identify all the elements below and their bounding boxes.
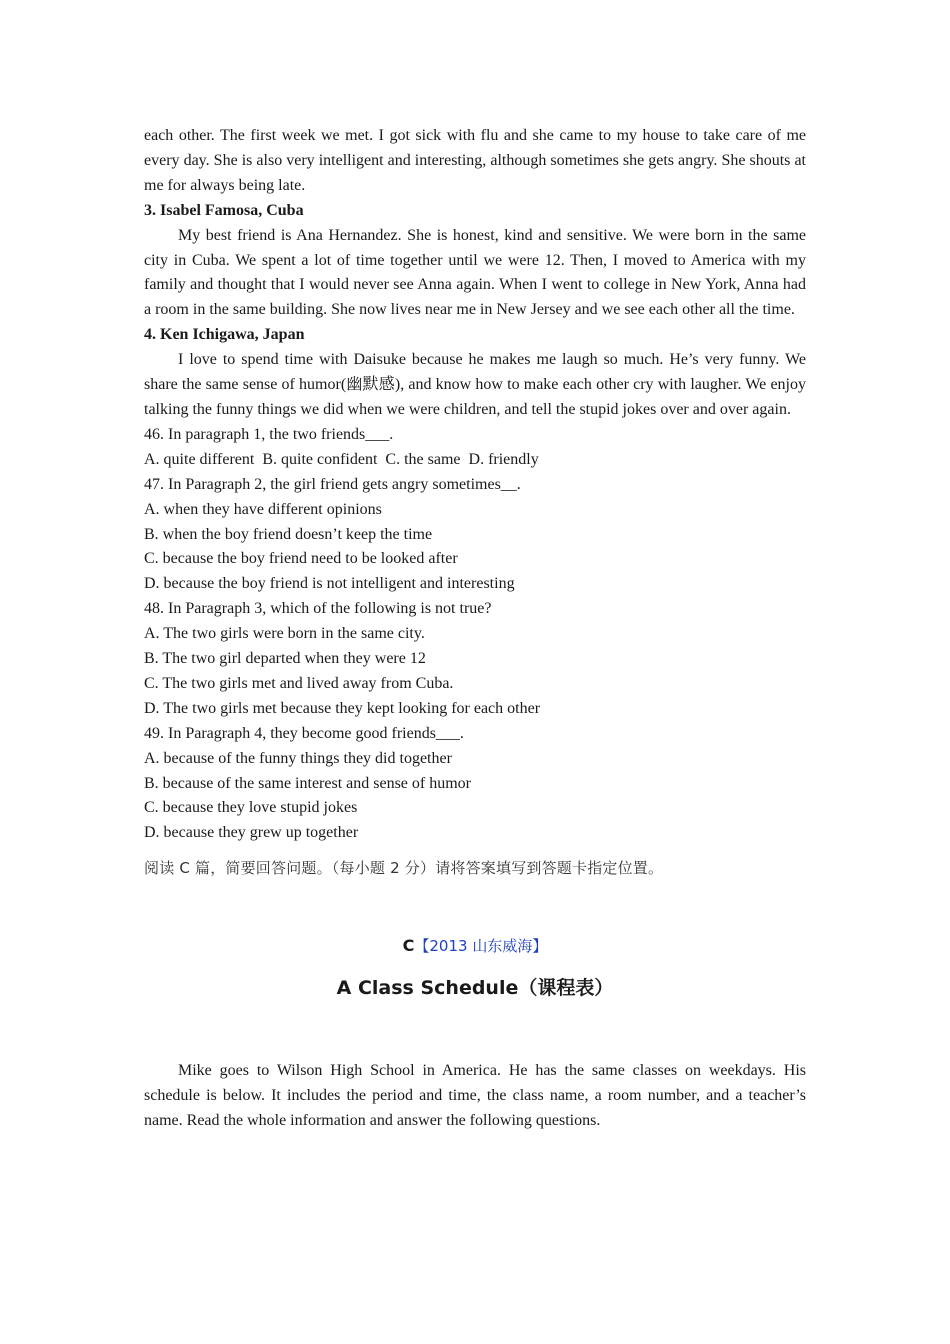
section-c-instruction: 阅读 C 篇，简要回答问题。（每小题 2 分）请将答案填写到答题卡指定位置。 xyxy=(144,859,664,878)
option-c: C. because they love stupid jokes xyxy=(144,799,358,817)
section-source: 【2013 山东威海】 xyxy=(414,937,548,956)
friend4-heading: 4. Ken Ichigawa, Japan xyxy=(144,326,305,344)
option-d: D. because the boy friend is not intelligent and interesting xyxy=(144,575,515,593)
section-c-tag xyxy=(144,935,806,957)
option-d: D. because they grew up together xyxy=(144,824,359,842)
option-b: B. The two girl departed when they were 12 xyxy=(144,650,426,668)
friend3-paragraph: My best friend is Ana Hernandez. She is honest, kind and sensitive. We were born in the same city in Cuba. We spent a lot of time together until we were 12. Then, I moved to America with my family and thought that I would never see Anna again. When I went to college in New York, Anna had a room in the same building. She now lives near me in New Jersey and we see each other all the time. xyxy=(144,226,806,319)
question-options: A. quite different B. quite confident C. the same D. friendly xyxy=(144,450,539,468)
option-b: B. when the boy friend doesn’t keep the time xyxy=(144,525,433,543)
option-a: A. when they have different opinions xyxy=(144,500,382,518)
question-48 xyxy=(144,597,806,722)
question-49 xyxy=(144,722,806,847)
section-letter: C xyxy=(402,936,415,956)
passage-b-continuation: each other. The first week we met. I got sick with flu and she came to my house to take care of me every day. She is also very intelligent and interesting, although sometimes she gets angry. She shouts at me for always being late. xyxy=(144,127,806,194)
question-stem: 46. In paragraph 1, the two friends___. xyxy=(144,425,394,443)
option-c: C. because the boy friend need to be looked after xyxy=(144,550,458,568)
question-46 xyxy=(144,423,806,473)
question-47 xyxy=(144,473,806,598)
option-d: D. The two girls met because they kept looking for each other xyxy=(144,699,541,717)
option-a: A. The two girls were born in the same city. xyxy=(144,625,425,643)
option-a: A. because of the funny things they did together xyxy=(144,749,452,767)
friend4-paragraph: I love to spend time with Daisuke because he makes me laugh so much. He’s very funny. We share the same sense of humor(幽默感), and know how to make each other cry with laugher. We enjoy talking the funny things we did when we were children, and tell the stupid jokes over and over again. xyxy=(144,351,806,418)
question-stem: 49. In Paragraph 4, they become good friends___. xyxy=(144,724,464,742)
option-b: B. because of the same interest and sense of humor xyxy=(144,774,472,792)
document-page xyxy=(144,124,806,1134)
section-c-intro: Mike goes to Wilson High School in America. He has the same classes on weekdays. His schedule is below. It includes the period and time, the class name, a room number, and a teacher’s name. Read the whole information and answer the following questions. xyxy=(144,1062,806,1129)
question-stem: 48. In Paragraph 3, which of the following is not true? xyxy=(144,600,492,618)
question-stem: 47. In Paragraph 2, the girl friend gets angry sometimes__. xyxy=(144,475,521,493)
option-c: C. The two girls met and lived away from Cuba. xyxy=(144,674,454,692)
section-c-title: A Class Schedule（课程表） xyxy=(336,977,614,1000)
friend3-heading: 3. Isabel Famosa, Cuba xyxy=(144,201,304,219)
